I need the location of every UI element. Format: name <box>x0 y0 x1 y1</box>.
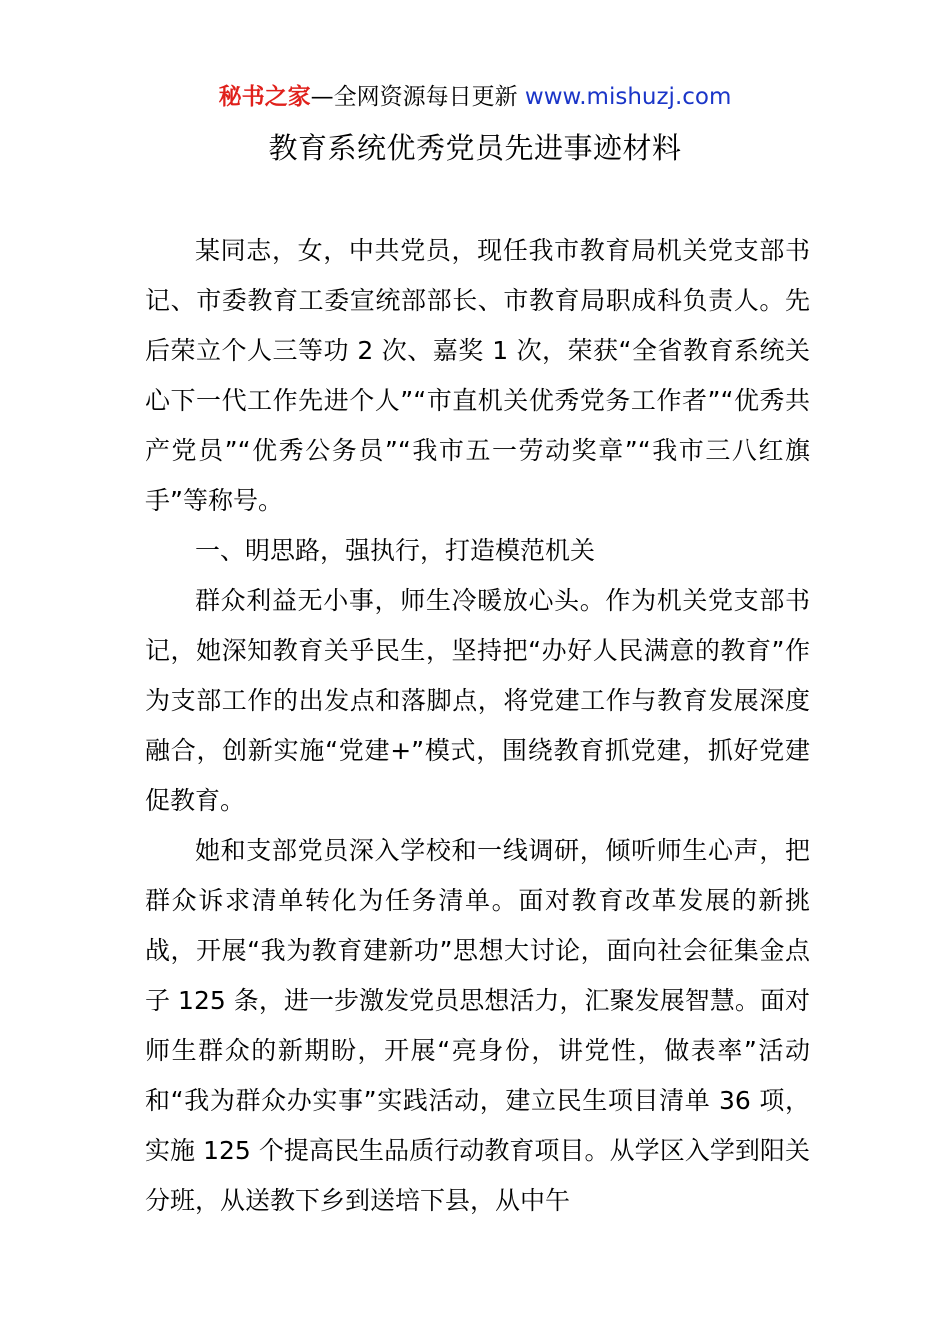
site-banner <box>0 80 950 114</box>
site-url[interactable]: www.mishuzj.com <box>524 84 732 110</box>
paragraph-3: 她和支部党员深入学校和一线调研，倾听师生心声，把群众诉求清单转化为任务清单。面对教育改革发展的新挑战，开展“我为教育建新功”思想大讨论，面向社会征集金点子 125 条，进一步激发党员思想活力，汇聚发展智慧。面对师生群众的新期盼，开展“亮身份，讲党性，做表率”活动和“我为群众办实事”实践活动，建立民生项目清单 36 项，实施 125 个提高民生品质行动教育项目。从学区入学到阳关分班，从送教下乡到送培下县，从中午 <box>145 836 810 1215</box>
site-slogan: —全网资源每日更新 <box>310 84 525 110</box>
paragraph-2: 群众利益无小事，师生冷暖放心头。作为机关党支部书记，她深知教育关乎民生，坚持把“办好人民满意的教育”作为支部工作的出发点和落脚点，将党建工作与教育发展深度融合，创新实施“党建+”模式，围绕教育抓党建，抓好党建促教育。 <box>145 586 810 815</box>
document-title: 教育系统优秀党员先进事迹材料 <box>268 131 682 165</box>
document-body <box>145 226 810 1226</box>
site-brand: 秘书之家 <box>218 84 311 110</box>
section-heading-1: 一、明思路，强执行，打造模范机关 <box>195 536 596 565</box>
paragraph-intro: 某同志，女，中共党员，现任我市教育局机关党支部书记、市委教育工委宣统部部长、市教育局职成科负责人。先后荣立个人三等功 2 次、嘉奖 1 次，荣获“全省教育系统关心下一代工作先进个人”“市直机关优秀党务工作者”“优秀共产党员”“优秀公务员”“我市五一劳动奖章”“我市三八红旗手”等称号。 <box>145 236 810 515</box>
